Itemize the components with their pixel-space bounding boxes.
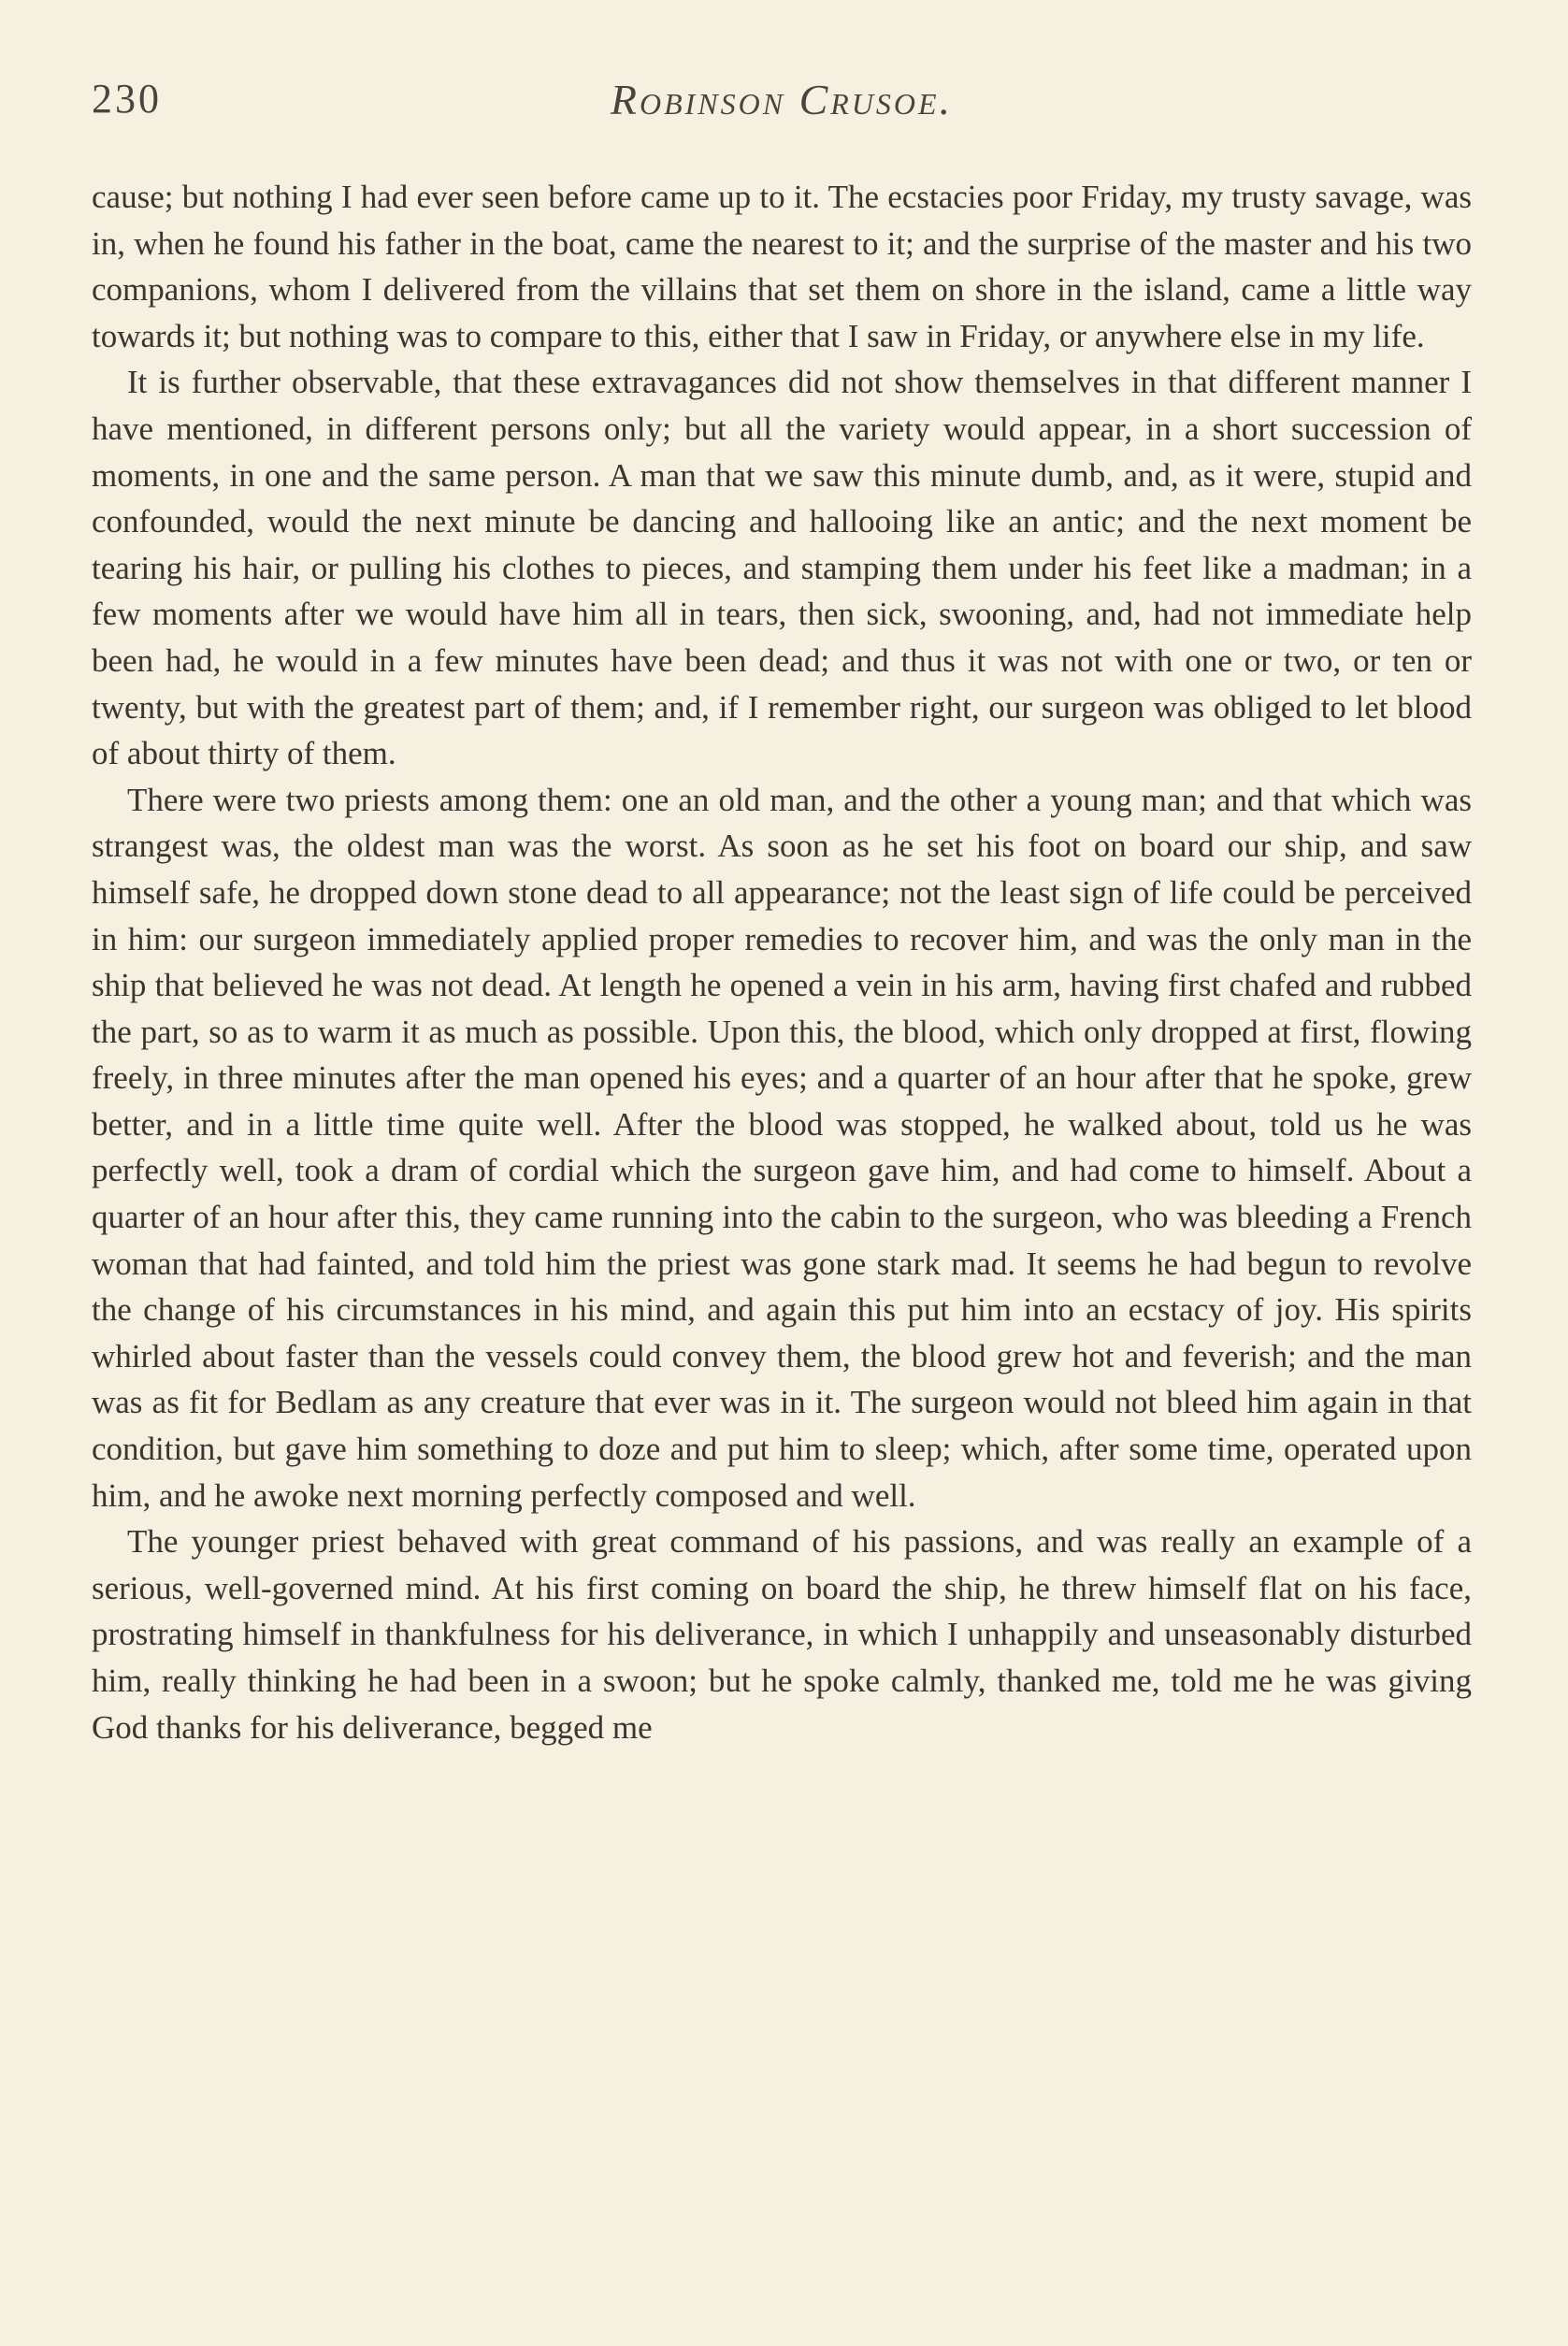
running-head bbox=[92, 75, 1472, 135]
running-title: Robinson Crusoe. bbox=[610, 76, 954, 123]
page-number: 230 bbox=[92, 76, 162, 122]
paragraph: There were two priests among them: one an old man, and the other a young man; and that which was strangest was, the oldest man was the worst. As soon as he set his foot on board our ship, and saw himself safe, he dropped down stone dead to all appearance; not the least sign of life could be perceived in him: our surgeon immediately applied proper remedies to recover him, and was the only man in the ship that believed he was not dead. At length he opened a vein in his arm, having first chafed and rubbed the part, so as to warm it as much as possible. Upon this, the blood, which only dropped at first, flowing freely, in three minutes after the man opened his eyes; and a quarter of an hour after that he spoke, grew better, and in a little time quite well. After the blood was stopped, he walked about, told us he was perfectly well, took a dram of cordial which the surgeon gave him, and had come to himself. About a quarter of an hour after this, they came running into the cabin to the surgeon, who was bleeding a French woman that had fainted, and told him the priest was gone stark mad. It seems he had begun to revolve the change of his circumstances in his mind, and again this put him into an ecstacy of joy. His spirits whirled about faster than the vessels could convey them, the blood grew hot and feverish; and the man was as fit for Bedlam as any creature that ever was in it. The surgeon would not bleed him again in that condition, but gave him something to doze and put him to sleep; which, after some time, operated upon him, and he awoke next morning perfectly composed and well. bbox=[92, 781, 1472, 1514]
body-text bbox=[92, 174, 1472, 1750]
book-page bbox=[92, 75, 1472, 2300]
paragraph: It is further observable, that these extravagances did not show themselves in that different manner I have mentioned, in different persons only; but all the variety would appear, in a short succession of moments, in one and the same person. A man that we saw this minute dumb, and, as it were, stupid and confounded, would the next minute be dancing and hallooing like an antic; and the next moment be tearing his hair, or pulling his clothes to pieces, and stamping them under his feet like a madman; in a few moments after we would have him all in tears, then sick, swooning, and, had not immediate help been had, he would in a few minutes have been dead; and thus it was not with one or two, or ten or twenty, but with the greatest part of them; and, if I remember right, our surgeon was obliged to let blood of about thirty of them. bbox=[92, 364, 1472, 772]
paragraph: The younger priest behaved with great command of his passions, and was really an example of a serious, well-governed mind. At his first coming on board the ship, he threw himself flat on his face, prostrating himself in thankfulness for his deliverance, in which I unhappily and unseasonably disturbed him, really thinking he had been in a swoon; but he spoke calmly, thanked me, told me he was giving God thanks for his deliverance, begged me bbox=[92, 1523, 1472, 1746]
paragraph: cause; but nothing I had ever seen before came up to it. The ecstacies poor Friday, my trusty savage, was in, when he found his father in the boat, came the nearest to it; and the surprise of the master and his two companions, whom I delivered from the villains that set them on shore in the island, came a little way towards it; but nothing was to compare to this, either that I saw in Friday, or anywhere else in my life. bbox=[92, 179, 1472, 354]
